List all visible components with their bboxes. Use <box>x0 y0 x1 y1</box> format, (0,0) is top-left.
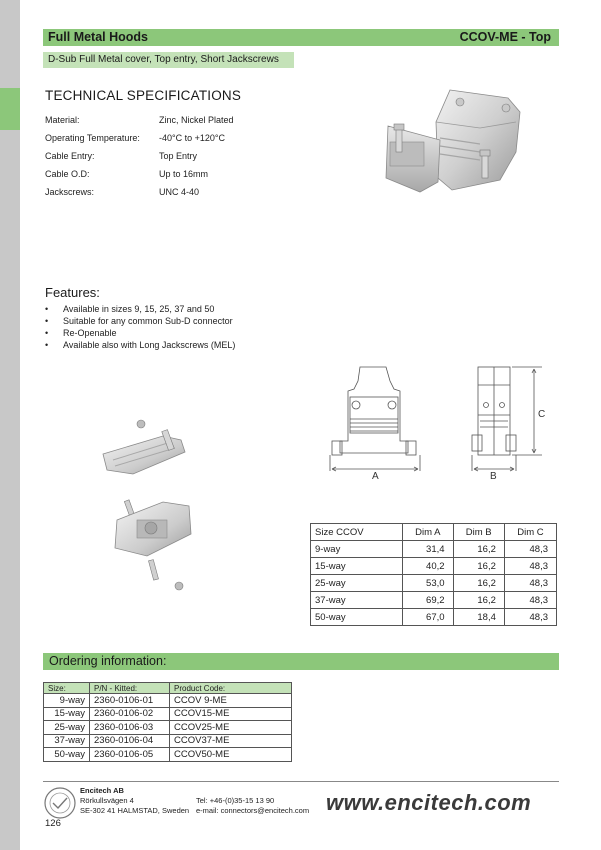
table-cell: CCOV37-ME <box>170 734 292 748</box>
table-row <box>311 541 557 558</box>
spec-value: Zinc, Nickel Plated <box>159 115 234 125</box>
table-header-row <box>311 524 557 541</box>
product-subtitle: D-Sub Full Metal cover, Top entry, Short Jackscrews <box>48 54 279 65</box>
feature-item: • Available in sizes 9, 15, 25, 37 and 50 <box>45 304 235 316</box>
header-bar <box>43 29 559 46</box>
address-line: Rörkullsvägen 4 <box>80 796 134 805</box>
table-cell: 25-way <box>44 721 90 735</box>
table-row <box>311 558 557 575</box>
dimension-drawing <box>320 345 550 495</box>
table-cell: 9-way <box>44 694 90 708</box>
spec-label: Material: <box>45 115 80 125</box>
table-row <box>44 707 292 721</box>
table-cell: 48,3 <box>504 558 556 575</box>
table-cell: 25-way <box>311 575 403 592</box>
company-name: Encitech AB <box>80 786 124 795</box>
certification-seal-icon <box>43 786 77 820</box>
page-title: Full Metal Hoods <box>48 30 148 44</box>
table-header-row <box>44 683 292 694</box>
spec-label: Cable O.D: <box>45 169 90 179</box>
column-header: Dim C <box>504 524 556 541</box>
hood-assembled-image <box>380 82 530 212</box>
table-cell: 16,2 <box>453 575 504 592</box>
spec-value: Top Entry <box>159 151 198 161</box>
spec-label: Cable Entry: <box>45 151 95 161</box>
dim-b-label: B <box>490 471 497 482</box>
table-cell: 2360-0106-04 <box>90 734 170 748</box>
table-cell: 16,2 <box>453 541 504 558</box>
table-cell: 53,0 <box>403 575 454 592</box>
table-row <box>311 609 557 626</box>
column-header: P/N - Kitted: <box>90 683 170 694</box>
website-link[interactable]: www.encitech.com <box>326 790 532 815</box>
table-cell: 18,4 <box>453 609 504 626</box>
left-margin-tab <box>0 88 20 130</box>
feature-item: • Re-Openable <box>45 328 235 340</box>
table-cell: 50-way <box>44 748 90 762</box>
footer-divider <box>43 781 559 782</box>
table-cell: 40,2 <box>403 558 454 575</box>
table-cell: 2360-0106-01 <box>90 694 170 708</box>
email-address: e-mail: connectors@encitech.com <box>196 806 310 815</box>
address-line: SE-302 41 HALMSTAD, Sweden <box>80 806 190 815</box>
table-cell: 31,4 <box>403 541 454 558</box>
table-cell: 2360-0106-03 <box>90 721 170 735</box>
feature-item: • Available also with Long Jackscrews (MEL) <box>45 340 235 352</box>
product-code: CCOV-ME - Top <box>459 30 551 44</box>
table-cell: 67,0 <box>403 609 454 626</box>
table-row <box>311 592 557 609</box>
table-cell: CCOV50-ME <box>170 748 292 762</box>
table-cell: 16,2 <box>453 558 504 575</box>
table-cell: 2360-0106-02 <box>90 707 170 721</box>
footer-address <box>80 786 189 816</box>
subtitle-bar <box>43 52 294 68</box>
features-heading: Features: <box>45 285 100 300</box>
table-row <box>44 721 292 735</box>
dimensions-table <box>310 523 557 626</box>
ordering-table <box>43 682 292 762</box>
phone-number: Tel: +46-(0)35-15 13 90 <box>196 796 275 805</box>
ordering-heading: Ordering information: <box>49 654 167 668</box>
table-cell: 69,2 <box>403 592 454 609</box>
dim-a-label: A <box>372 471 379 482</box>
column-header: Size: <box>44 683 90 694</box>
spec-label: Jackscrews: <box>45 187 95 197</box>
table-cell: CCOV 9-ME <box>170 694 292 708</box>
feature-item: • Suitable for any common Sub-D connector <box>45 316 235 328</box>
table-row <box>44 734 292 748</box>
table-cell: 15-way <box>44 707 90 721</box>
table-cell: 15-way <box>311 558 403 575</box>
column-header: Dim B <box>453 524 504 541</box>
table-cell: 2360-0106-05 <box>90 748 170 762</box>
hood-exploded-image <box>93 410 213 595</box>
column-header: Product Code: <box>170 683 292 694</box>
table-cell: 48,3 <box>504 609 556 626</box>
spec-value: UNC 4-40 <box>159 187 200 197</box>
table-cell: 16,2 <box>453 592 504 609</box>
specs-heading: TECHNICAL SPECIFICATIONS <box>45 88 242 103</box>
table-cell: 50-way <box>311 609 403 626</box>
table-row <box>44 748 292 762</box>
column-header: Size CCOV <box>311 524 403 541</box>
table-cell: CCOV15-ME <box>170 707 292 721</box>
table-cell: 37-way <box>311 592 403 609</box>
table-cell: 48,3 <box>504 575 556 592</box>
table-row <box>44 694 292 708</box>
spec-value: -40°C to +120°C <box>159 133 225 143</box>
column-header: Dim A <box>403 524 454 541</box>
table-cell: 9-way <box>311 541 403 558</box>
ordering-bar <box>43 653 559 670</box>
table-cell: 48,3 <box>504 541 556 558</box>
features-list <box>45 304 235 352</box>
spec-value: Up to 16mm <box>159 169 209 179</box>
dim-c-label: C <box>538 409 546 420</box>
table-cell: 37-way <box>44 734 90 748</box>
spec-label: Operating Temperature: <box>45 133 140 143</box>
table-row <box>311 575 557 592</box>
table-cell: 48,3 <box>504 592 556 609</box>
footer-contact <box>196 796 309 816</box>
page-number: 126 <box>45 818 61 829</box>
table-cell: CCOV25-ME <box>170 721 292 735</box>
